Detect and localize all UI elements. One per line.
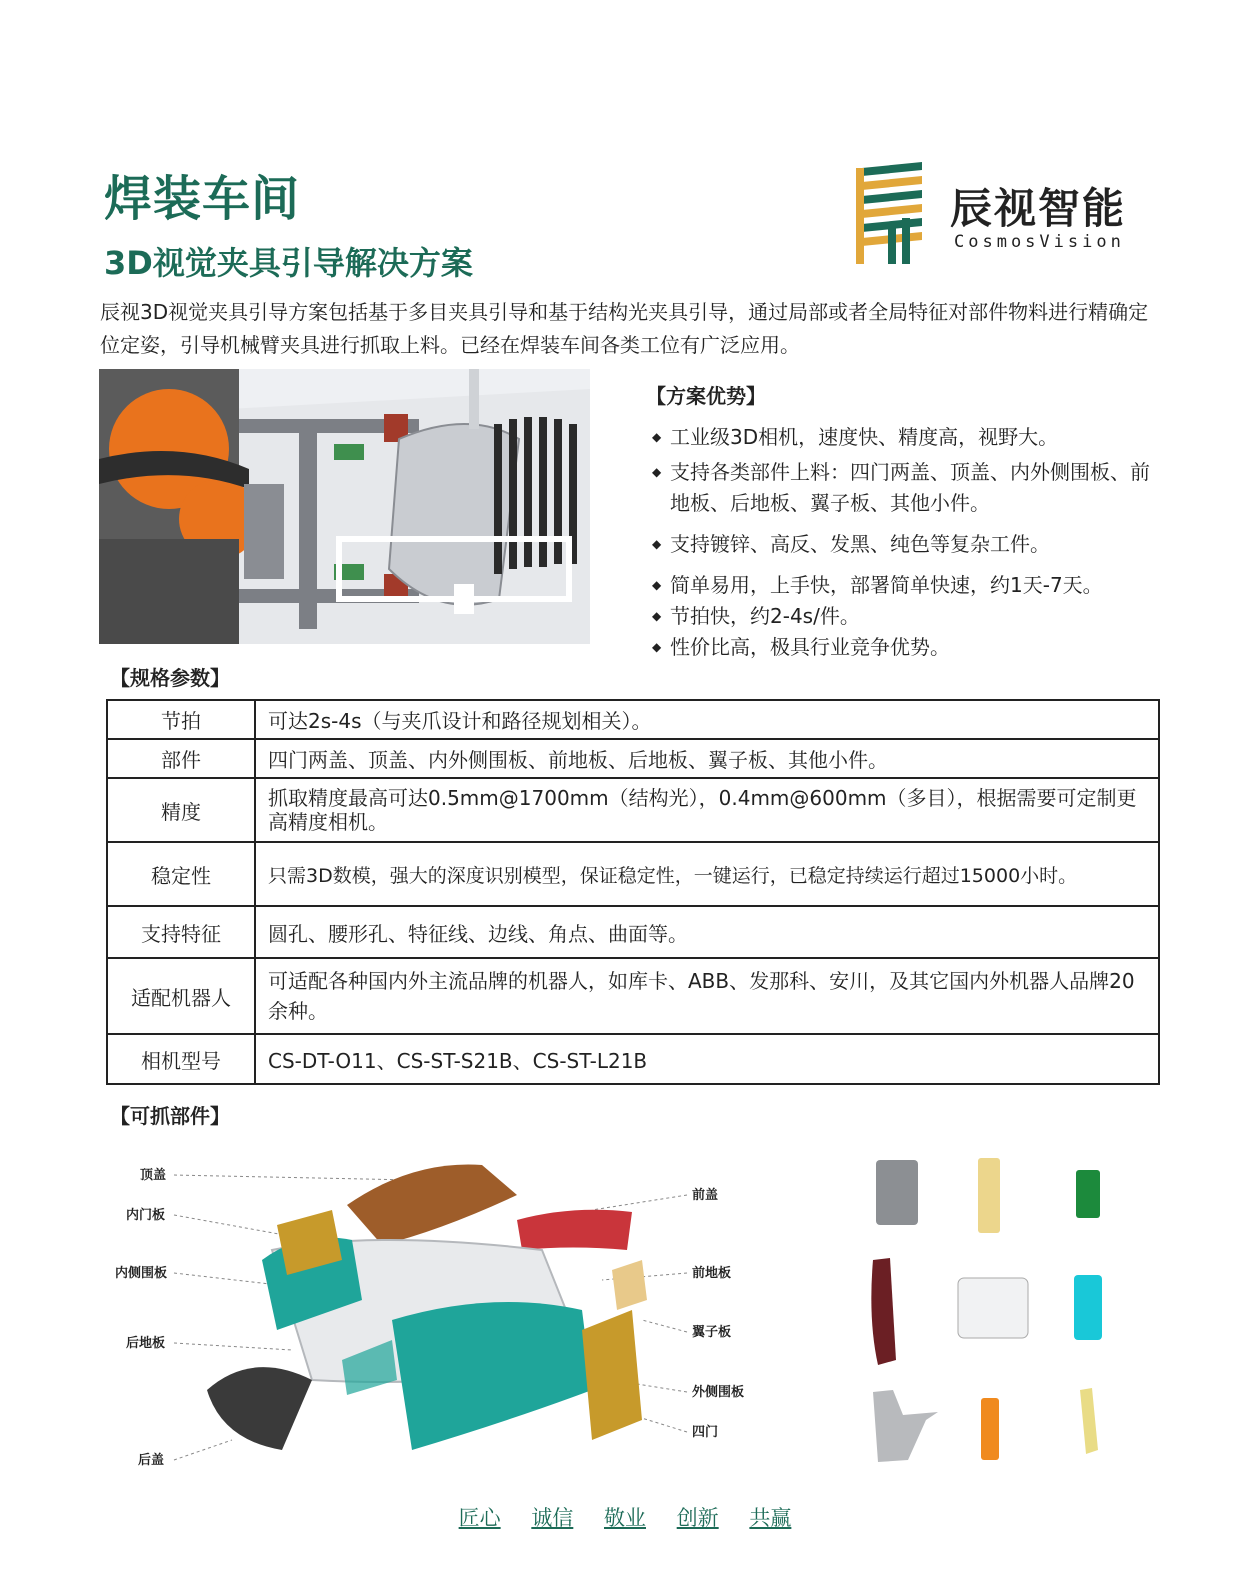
advantage-item: ◆ 支持各类部件上料：四门两盖、顶盖、内外侧围板、前地板、后地板、翼子板、其他小件。 [648,457,1168,519]
label-outer-side-panel: 外侧围板 [692,1385,745,1400]
footer-slogan: 创新 [676,1506,719,1530]
diamond-bullet-icon: ◆ [652,537,662,551]
spec-value: 圆孔、腰形孔、特征线、边线、角点、曲面等。 [255,906,1159,958]
label-roof: 顶盖 [140,1168,167,1183]
footer-slogan: 共赢 [749,1506,792,1530]
advantages-title: 【方案优势】 [646,384,766,408]
spec-value: CS-DT-O11、CS-ST-S21B、CS-ST-L21B [255,1034,1159,1084]
diamond-bullet-icon: ◆ [652,465,662,479]
page-title: 焊装车间 [104,171,301,227]
advantage-item: ◆ 性价比高，极具行业竞争优势。 [648,632,1168,663]
advantage-item: ◆ 支持镀锌、高反、发黑、纯色等复杂工件。 [648,529,1168,560]
table-row [107,739,1159,778]
table-row [107,906,1159,958]
diamond-bullet-icon: ◆ [652,578,662,592]
spec-key: 相机型号 [107,1034,255,1084]
diamond-bullet-icon: ◆ [652,430,662,444]
table-row [107,700,1159,739]
footer-slogan: 敬业 [604,1506,646,1530]
spec-key: 支持特征 [107,906,255,958]
label-inner-side-panel: 内侧围板 [115,1266,168,1281]
label-fender: 翼子板 [692,1325,732,1340]
logo-chinese-name: 辰视智能 [950,184,1127,233]
parts-title: 【可抓部件】 [110,1104,230,1128]
logo-building-icon [852,160,932,268]
spec-key: 适配机器人 [107,958,255,1034]
table-row [107,778,1159,842]
label-front-floor: 前地板 [692,1266,732,1281]
robot-gripper-image [99,369,590,644]
diamond-bullet-icon: ◆ [652,640,662,654]
spec-value: 四门两盖、顶盖、内外侧围板、前地板、后地板、翼子板、其他小件。 [255,739,1159,778]
spec-value: 只需3D数模，强大的深度识别模型，保证稳定性，一键运行，已稳定持续运行超过15000小时。 [255,842,1159,906]
advantage-item: ◆ 简单易用，上手快，部署简单快速，约1天-7天。 [648,570,1168,601]
spec-key: 稳定性 [107,842,255,906]
small-parts-gallery [848,1150,1138,1480]
table-row [107,1034,1159,1084]
table-row [107,842,1159,906]
table-row [107,958,1159,1034]
spec-key: 节拍 [107,700,255,739]
label-trunk-lid: 后盖 [138,1453,165,1468]
intro-paragraph: 辰视3D视觉夹具引导方案包括基于多目夹具引导和基于结构光夹具引导，通过局部或者全局特征对部件物料进行精确定位定姿，引导机械臂夹具进行抓取上料。已经在焊装车间各类工位有广泛应用。 [100,300,1149,357]
specs-title: 【规格参数】 [110,666,230,690]
exploded-car-body-diagram [112,1150,762,1480]
company-logo [852,160,1152,270]
spec-value: 抓取精度最高可达0.5mm@1700mm（结构光），0.4mm@600mm（多目），根据需要可定制更高精度相机。 [255,778,1159,842]
spec-key: 部件 [107,739,255,778]
spec-table [106,699,1160,1085]
spec-key: 精度 [107,778,255,842]
label-hood: 前盖 [692,1188,719,1203]
label-rear-floor: 后地板 [126,1336,166,1351]
advantage-item: ◆ 工业级3D相机，速度快、精度高，视野大。 [648,422,1168,453]
advantages-list [648,422,1168,663]
footer-slogans [0,1502,1250,1532]
diamond-bullet-icon: ◆ [652,609,662,623]
footer-slogan: 匠心 [458,1506,501,1530]
footer-slogan: 诚信 [531,1506,574,1530]
advantage-item: ◆ 节拍快，约2-4s/件。 [648,601,1168,632]
label-four-doors: 四门 [692,1425,719,1440]
logo-english-name: CosmosVision [954,232,1125,252]
label-inner-door: 内门板 [126,1208,166,1223]
spec-value: 可达2s-4s（与夹爪设计和路径规划相关）。 [255,700,1159,739]
spec-value: 可适配各种国内外主流品牌的机器人，如库卡、ABB、发那科、安川，及其它国内外机器人品牌20余种。 [255,958,1159,1034]
page-subtitle: 3D视觉夹具引导解决方案 [104,244,473,282]
